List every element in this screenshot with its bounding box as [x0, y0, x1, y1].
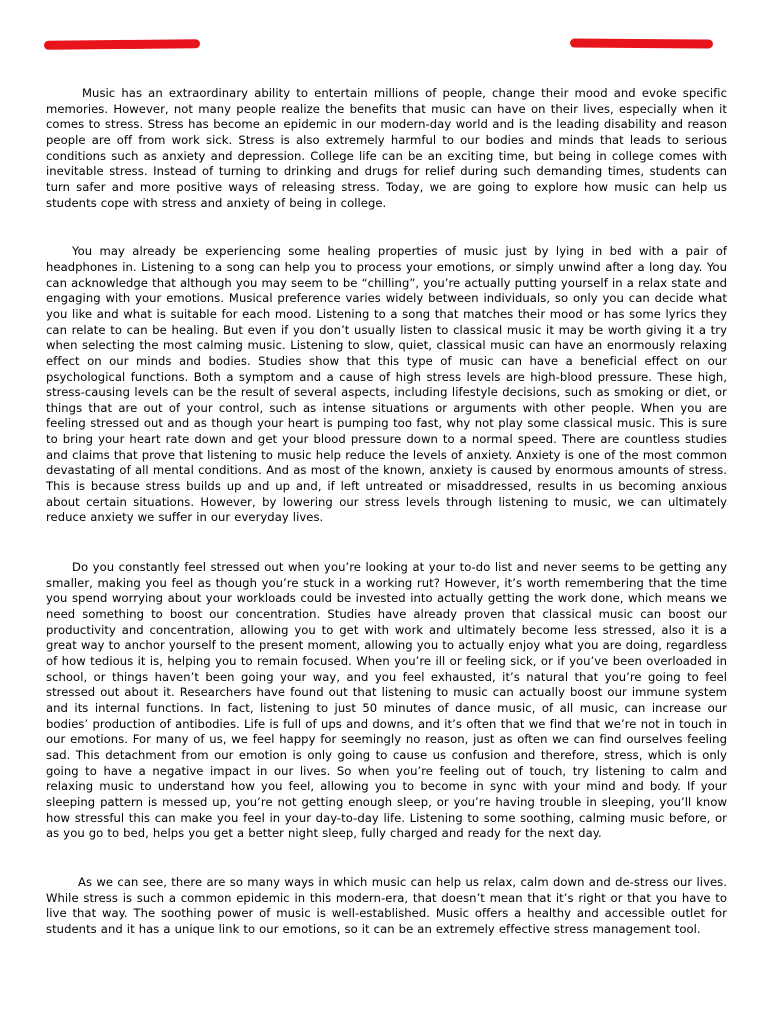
essay-body [46, 86, 727, 938]
paragraph-conclusion: As we can see, there are so many ways in which music can help us relax, calm down and de-stress our lives. While stress is such a common epidemic in this modern-era, that doesn’t mean that it’s right or that you have to live that way. The soothing power of music is well-established. Music offers a healthy and accessible outlet for students and it has a unique link to our emotions, so it can be an extremely effective stress management tool. [46, 874, 727, 936]
paragraph-healing-properties: You may already be experiencing some healing properties of music just by lying in bed with a pair of headphones in. Listening to a song can help you to process your emotions, or simply unwind after a long day. You can acknowledge that although you may seem to be “chilling”, you’re actually putting yourself in a relax state and engaging with your emotions. Musical preference varies widely between individuals, so only you can decide what you like and what is suitable for each mood. Listening to a song that matches their mood or has some lyrics they can relate to can be healing. But even if you don’t usually listen to classical music it may be worth giving it a try when selecting the most calming music. Listening to slow, quiet, classical music can have an enormously relaxing effect on our minds and bodies. Studies show that this type of music can have a beneficial effect on our psychological functions. Both a symptom and a cause of high stress levels are high-blood pressure. These high, stress-causing levels can be the result of several aspects, including lifestyle decisions, such as smoking or diet, or things that are out of your control, such as intense situations or arguments with other people. When you are feeling stressed out and as though your heart is pumping too fast, why not play some classical music. This is sure to bring your heart rate down and get your blood pressure down to a normal speed. There are countless studies and claims that prove that listening to music help reduce the levels of anxiety. Anxiety is one of the most common devastating of all mental conditions. And as most of the known, anxiety is caused by enormous amounts of stress. This is because stress builds up and up and, if left untreated or misaddressed, results in us becoming anxious about certain situations. However, by lowering our stress levels through listening to music, we can ultimately reduce anxiety we suffer in our everyday lives. [46, 244, 727, 525]
paragraph-introduction: Music has an extraordinary ability to entertain millions of people, change their mood and evoke specific memories. However, not many people realize the benefits that music can have on their lives, especially when it comes to stress. Stress has become an epidemic in our modern-day world and is the leading disability and reason people are off from work sick. Stress is also extremely harmful to our bodies and minds that leads to serious conditions such as anxiety and depression. College life can be an exciting time, but being in college comes with inevitable stress. Instead of turning to drinking and drugs for relief during such demanding times, students can turn safer and more positive ways of releasing stress. Today, we are going to explore how music can help us students cope with stress and anxiety of being in college. [46, 86, 727, 210]
paragraph-concentration-and-sleep: Do you constantly feel stressed out when you’re looking at your to-do list and never seems to be getting any smaller, making you feel as though you’re stuck in a working rut? However, it’s worth remembering that the time you spend worrying about your workloads could be invested into actually getting the work done, which means we need something to boost our concentration. Studies have already proven that classical music can boost our productivity and concentration, allowing you to get with work and ultimately become less stressed, also it is a great way to anchor yourself to the present moment, allowing you to actually enjoy what you are doing, regardless of how tedious it is, helping you to remain focused. When you’re ill or feeling sick, or if you’ve been overloaded in school, or things haven’t been going your way, and you feel exhausted, it’s natural that you’re going to feel stressed out about it. Researchers have found out that listening to music can actually boost our immune system and its internal functions. In fact, listening to just 50 minutes of dance music, of all music, can increase our bodies’ production of antibodies. Life is full of ups and downs, and it’s often that we find that we’re not in touch in our emotions. For many of us, we feel happy for seemingly no reason, just as often we can find ourselves feeling sad. This detachment from our emotion is only going to cause us confusion and therefore, stress, which is only going to have a negative impact in our lives. So when you’re feeling out of touch, try listening to calm and relaxing music to understand how you feel, allowing you to become in sync with your mind and body. If your sleeping pattern is messed up, you’re not getting enough sleep, or you’re having trouble in sleeping, you’ll know how stressful this can make you feel in your day-to-day life. Listening to some soothing, calming music before, or as you go to bed, helps you get a better night sleep, fully charged and ready for the next day. [46, 560, 727, 841]
redacted-author-name [44, 39, 200, 50]
redacted-student-id [570, 39, 713, 49]
